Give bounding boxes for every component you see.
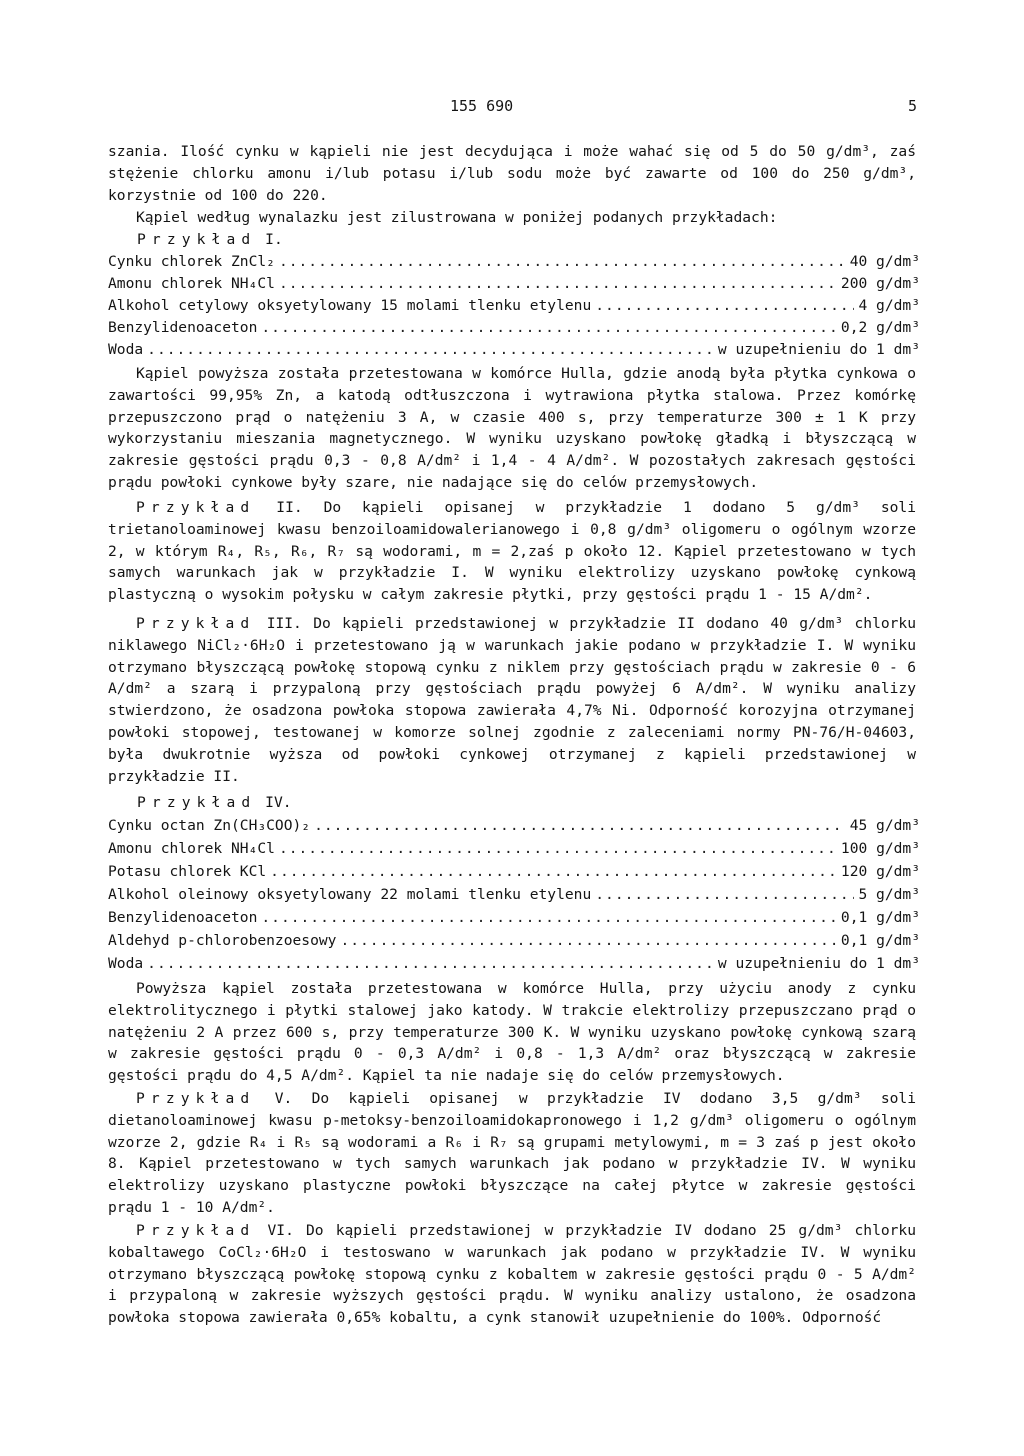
example-4-text: Powyższa kąpiel została przetestowana w komórce Hulla, przy użyciu anody z cynku elektrolitycznego i płytki stalowej jako katody. W trakcie elektrolizy przepuszczano prąd o natężeniu 2 A przez 600 s, przy temperaturze 300 K. W wyniku uzyskano powłokę cynkową szarą w zakresie gęstości prądu 0 - 0,3 A/dm² i 0,8 - 1,3 A/dm² oraz błyszczącą w zakresie gęstości prądu do 4,5 A/dm². Kąpiel ta nie nadaje się do celów przemysłowych.: [108, 980, 916, 1085]
ingredient-row: [108, 953, 920, 975]
ingredient-row: [108, 295, 920, 317]
ingredient-name: Potasu chlorek KCl: [108, 863, 267, 880]
example-1-heading: [137, 229, 283, 251]
ingredient-row: [108, 273, 920, 295]
ingredient-row: [108, 930, 920, 952]
ingredient-value: 0,1 g/dm³: [840, 909, 920, 926]
example-number: V.: [274, 1090, 293, 1107]
ingredient-name: Alkohol oleinowy oksyetylowany 22 molami tlenku etylenu: [108, 886, 592, 903]
ingredient-value: 0,1 g/dm³: [840, 932, 920, 949]
ingredient-value: 4 g/dm³: [858, 297, 920, 314]
intro-paragraph: szania. Ilość cynku w kąpieli nie jest decydująca i może wahać się od 5 do 50 g/dm³, zaś stężenie chlorku amonu i/lub potasu i/lub sodu może być zawarte od 100 do 250 g/dm³, korzystnie od 100 do 220.: [108, 143, 916, 204]
ingredient-name: Cynku octan Zn(CH₃COO)₂: [108, 817, 311, 834]
leader-dots: [279, 273, 837, 295]
ingredient-row: [108, 815, 920, 837]
ingredient-name: Aldehyd p-chlorobenzoesowy: [108, 932, 337, 949]
ingredient-value: w uzupełnieniu do 1 dm³: [717, 955, 920, 972]
example-number: VI.: [267, 1222, 294, 1239]
leader-dots: [279, 251, 846, 273]
leader-dots: [595, 295, 854, 317]
ingredient-name: Benzylidenoaceton: [108, 909, 258, 926]
leader-dots: [261, 907, 837, 929]
ingredient-name: Amonu chlorek NH₄Cl: [108, 840, 275, 857]
example-4-heading: [137, 792, 292, 814]
ingredient-value: 120 g/dm³: [840, 863, 920, 880]
ingredient-name: Benzylidenoaceton: [108, 319, 258, 336]
ingredient-row: [108, 317, 920, 339]
leader-dots: [314, 815, 846, 837]
leader-dots: [340, 930, 836, 952]
leader-dots: [147, 953, 714, 975]
leader-dots: [147, 339, 714, 361]
ingredient-row: [108, 907, 920, 929]
leader-dots: [279, 838, 837, 860]
ingredient-name: Amonu chlorek NH₄Cl: [108, 275, 275, 292]
leader-dots: [261, 317, 837, 339]
ingredient-row: [108, 884, 920, 906]
page-number: 5: [908, 97, 918, 115]
ingredient-row: [108, 838, 920, 860]
example-body: Do kąpieli opisanej w przykładzie 1 dodano 5 g/dm³ soli trietanoloaminowej kwasu benzoiloamidowalerianowego i 0,8 g/dm³ oligomeru o ogólnym wzorze 2, w którym R₄, R₅, R₆, R₇ są wodorami, m = 2,zaś p około 12. Kąpiel przetestowano w tych samych warunkach jak w przykładzie I. W wyniku elektrolizy uzyskano powłokę cynkową plastyczną o wysokim połysku w całym zakresie płytki, przy gęstości prądu 1 - 15 A/dm².: [108, 499, 916, 604]
intro-paragraph-2: Kąpiel według wynalazku jest zilustrowana w poniżej podanych przykładach:: [136, 209, 778, 226]
ingredient-row: [108, 861, 920, 883]
ingredient-row: [108, 339, 920, 361]
ingredient-name: Woda: [108, 341, 144, 358]
example-number: I.: [265, 231, 283, 248]
example-number: III.: [266, 615, 302, 632]
example-label: Przykład: [137, 231, 257, 248]
ingredient-value: 100 g/dm³: [840, 840, 920, 857]
ingredient-value: 40 g/dm³: [849, 253, 920, 270]
ingredient-value: 0,2 g/dm³: [840, 319, 920, 336]
example-5-text: [108, 1088, 916, 1219]
example-label: Przykład: [136, 499, 256, 516]
ingredient-value: 200 g/dm³: [840, 275, 920, 292]
example-label: Przykład: [136, 1222, 256, 1239]
example-body: Do kąpieli przedstawionej w przykładzie IV dodano 25 g/dm³ chlorku kobaltawego CoCl₂·6H₂O i testoswano w warunkach jak podano w przykładzie IV. W wyniku otrzymano błyszczącą powłokę stopową cynku z kobaltem w zakresie gęstości prądu 0 - 5 A/dm² i przypaloną w zakresie wyższych gęstości prądu. W wyniku analizy ustalono, że osadzona powłoka stopowa zawierała 0,65% kobaltu, a cynk stanowił uzupełnienie do 100%. Odporność: [108, 1222, 916, 1327]
example-body: Do kąpieli przedstawionej w przykładzie II dodano 40 g/dm³ chlorku niklawego NiCl₂·6H₂O i przetestowano ją w warunkach jakie podano w przykładzie I. W wyniku otrzymano błyszczącą powłokę stopową cynku z niklem przy gęstościach prądu w zakresie 0 - 6 A/dm² a szarą i przypaloną przy gęstościach prądu powyżej 6 A/dm². W wyniku analizy stwierdzono, że osadzona powłoka stopowa zawierała 4,7% Ni. Odporność korozyjna otrzymanej powłoki stopowej, testowanej w komorze solnej zgodnie z zaleceniami normy PN-76/H-04603, była dwukrotnie wyższa od powłoki cynkowej otrzymanej z kąpieli przedstawionej w przykładzie II.: [108, 615, 916, 785]
example-1-text: Kąpiel powyższa została przetestowana w komórce Hulla, gdzie anodą była płytka cynkowa o zawartości 99,95% Zn, a katodą odtłuszczona i wytrawiona płytka stalowa. Przez komórkę przepuszczono prąd o natężeniu 3 A, w czasie 400 s, przy temperaturze 300 ± 1 K przy wykorzystaniu mieszania magnetycznego. W wyniku uzyskano powłokę gładką i błyszczącą w zakresie gęstości prądu 0,3 - 0,8 A/dm² i 1,4 - 4 A/dm². W pozostałych zakresach gęstości prądu powłoki cynkowe były szare, nie nadające się do celów przemysłowych.: [108, 365, 916, 491]
example-6-text: [108, 1220, 916, 1329]
example-label: Przykład: [136, 615, 256, 632]
ingredient-name: Woda: [108, 955, 144, 972]
ingredient-name: Alkohol cetylowy oksyetylowany 15 molami tlenku etylenu: [108, 297, 592, 314]
example-label: Przykład: [137, 794, 257, 811]
ingredient-row: [108, 251, 920, 273]
example-label: Przykład: [136, 1090, 256, 1107]
example-number: II.: [276, 499, 303, 516]
example-number: IV.: [265, 794, 292, 811]
example-2-text: [108, 497, 916, 606]
leader-dots: [595, 884, 854, 906]
example-body: Do kąpieli opisanej w przykładzie IV dodano 3,5 g/dm³ soli dietanoloaminowej kwasu p-metoksy-benzoiloamidokapronowego i 1,2 g/dm³ oligomeru o ogólnym wzorze 2, gdzie R₄ i R₅ są wodorami a R₆ i R₇ są grupami metylowymi, m = 3 zaś p jest około 8. Kąpiel przetestowano w tych samych warunkach jak podano w przykładzie IV. W wyniku elektrolizy uzyskano plastyczne powłoki błyszczące na całej płytce w zakresie gęstości prądu 1 - 10 A/dm².: [108, 1090, 916, 1216]
ingredient-value: 45 g/dm³: [849, 817, 920, 834]
ingredient-name: Cynku chlorek ZnCl₂: [108, 253, 275, 270]
leader-dots: [270, 861, 837, 883]
patent-number: 155 690: [450, 97, 514, 115]
ingredient-value: w uzupełnieniu do 1 dm³: [717, 341, 920, 358]
example-3-text: [108, 613, 916, 787]
ingredient-value: 5 g/dm³: [858, 886, 920, 903]
